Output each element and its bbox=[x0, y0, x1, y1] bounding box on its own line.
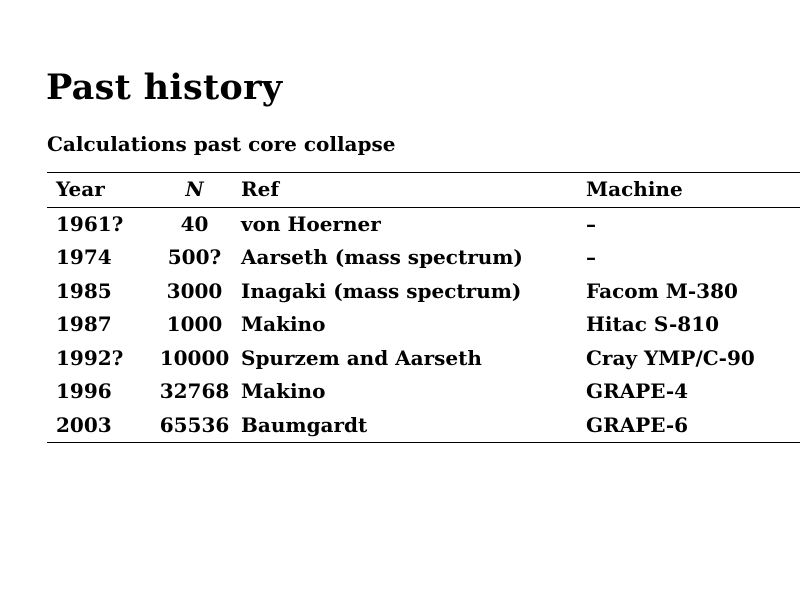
table-header bbox=[47, 173, 800, 208]
cell-machine: Cray YMP/C-90 bbox=[586, 345, 755, 370]
cell-ref: Baumgardt bbox=[241, 412, 368, 437]
header-year: Year bbox=[56, 177, 105, 201]
cell-machine: – bbox=[586, 211, 596, 236]
slide-subtitle: Calculations past core collapse bbox=[47, 132, 396, 156]
table-row bbox=[47, 275, 800, 309]
cell-machine: Facom M-380 bbox=[586, 278, 738, 303]
table-row bbox=[47, 207, 800, 241]
cell-machine: GRAPE-4 bbox=[586, 379, 689, 403]
header-ref: Ref bbox=[241, 177, 279, 201]
cell-year: 1961? bbox=[56, 211, 124, 236]
table-row bbox=[47, 241, 800, 275]
header-machine: Machine bbox=[586, 177, 683, 201]
table-body bbox=[47, 207, 800, 443]
table-row bbox=[47, 409, 800, 443]
cell-year: 2003 bbox=[56, 412, 112, 437]
cell-year: 1996 bbox=[56, 379, 112, 403]
cell-ref: Makino bbox=[241, 379, 326, 403]
cell-machine: GRAPE-6 bbox=[586, 412, 689, 437]
table-row bbox=[47, 308, 800, 342]
cell-n: 500? bbox=[167, 245, 222, 269]
history-table bbox=[47, 172, 800, 443]
cell-year: 1974 bbox=[56, 245, 112, 269]
cell-n: 40 bbox=[180, 211, 209, 236]
table-row bbox=[47, 342, 800, 376]
table-header-row bbox=[47, 173, 800, 208]
cell-n: 32768 bbox=[159, 379, 230, 403]
table-row bbox=[47, 375, 800, 409]
cell-machine: Hitac S-810 bbox=[586, 312, 720, 336]
cell-n: 3000 bbox=[166, 278, 223, 303]
cell-year: 1985 bbox=[56, 278, 112, 303]
cell-ref: Spurzem and Aarseth bbox=[241, 345, 482, 370]
header-n: N bbox=[185, 177, 204, 201]
cell-ref: Inagaki (mass spectrum) bbox=[241, 278, 522, 303]
slide-title: Past history bbox=[46, 67, 283, 108]
cell-year: 1987 bbox=[56, 312, 112, 336]
cell-n: 1000 bbox=[166, 312, 223, 336]
cell-n: 10000 bbox=[159, 345, 230, 370]
cell-ref: Makino bbox=[241, 312, 326, 336]
cell-ref: von Hoerner bbox=[241, 211, 381, 236]
cell-year: 1992? bbox=[56, 345, 124, 370]
cell-ref: Aarseth (mass spectrum) bbox=[241, 245, 523, 269]
cell-n: 65536 bbox=[159, 412, 230, 437]
cell-machine: – bbox=[586, 245, 596, 269]
